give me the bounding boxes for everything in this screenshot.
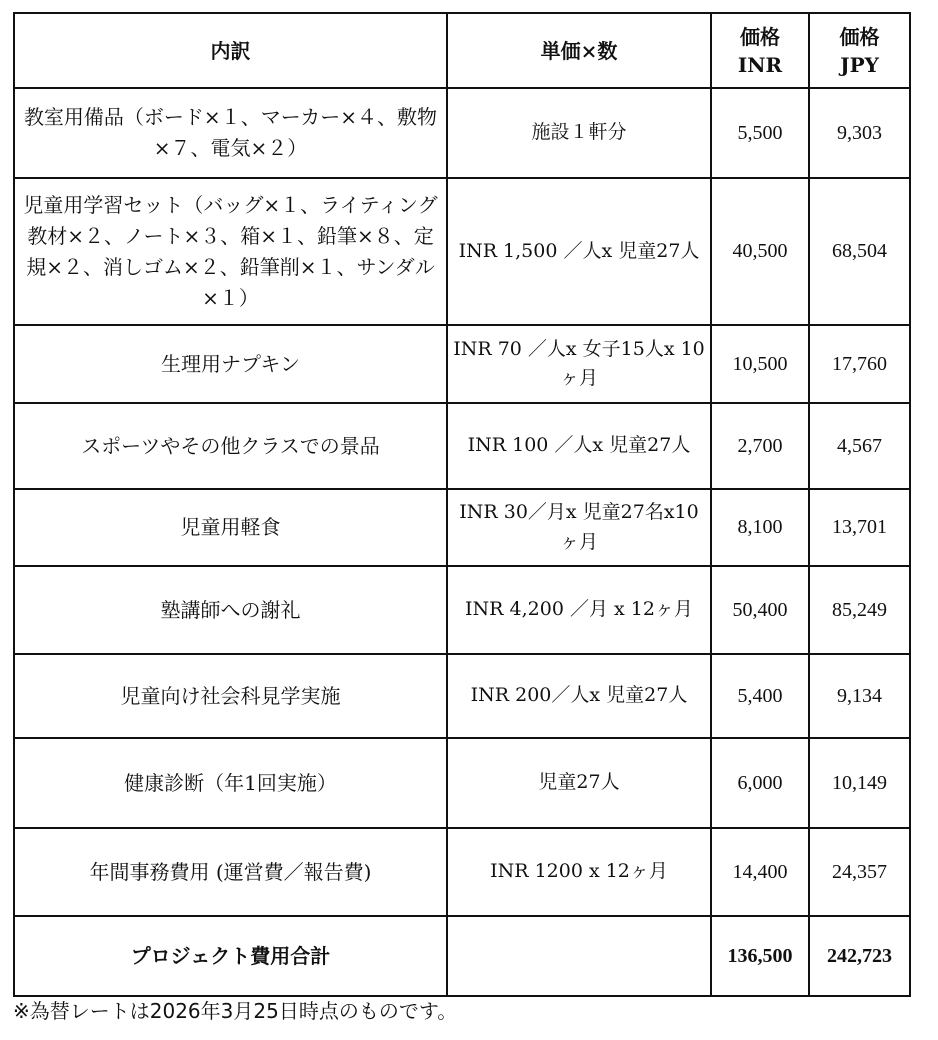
cell-item: 健康診断（年1回実施） — [14, 738, 447, 828]
header-price-jpy-line2: JPY — [840, 52, 879, 77]
cell-inr: 8,100 — [711, 489, 809, 566]
cell-unit: 児童27人 — [447, 738, 711, 828]
cell-inr: 10,500 — [711, 325, 809, 403]
total-inr: 136,500 — [711, 916, 809, 996]
cell-item: 児童用学習セット（バッグ×１、ライティング教材×２、ノート×３、箱×１、鉛筆×８、定規×２、消しゴム×２、鉛筆削×１、サンダル×１） — [14, 178, 447, 325]
cell-inr: 2,700 — [711, 403, 809, 489]
header-row — [14, 13, 910, 88]
cell-item: 教室用備品（ボード×１、マーカー×４、敷物×７、電気×２） — [14, 88, 447, 178]
cell-unit: INR 30／月x 児童27名x10ヶ月 — [447, 489, 711, 566]
header-price-jpy-line1: 価格 — [839, 24, 880, 49]
table-row — [14, 828, 910, 916]
cell-jpy: 10,149 — [809, 738, 910, 828]
cell-jpy: 9,134 — [809, 654, 910, 738]
header-price-inr — [711, 13, 809, 88]
total-unit — [447, 916, 711, 996]
cell-unit: INR 100 ／人x 児童27人 — [447, 403, 711, 489]
total-label: プロジェクト費用合計 — [14, 916, 447, 996]
cell-inr: 14,400 — [711, 828, 809, 916]
cell-item: 児童用軽食 — [14, 489, 447, 566]
table-row — [14, 403, 910, 489]
total-jpy: 242,723 — [809, 916, 910, 996]
exchange-rate-note: ※為替レートは2026年3月25日時点のものです。 — [13, 999, 458, 1023]
cell-unit: INR 70 ／人x 女子15人x 10ヶ月 — [447, 325, 711, 403]
cell-unit: INR 200／人x 児童27人 — [447, 654, 711, 738]
cell-inr: 5,400 — [711, 654, 809, 738]
cell-item: 年間事務費用 (運営費／報告費) — [14, 828, 447, 916]
cell-jpy: 68,504 — [809, 178, 910, 325]
cell-inr: 5,500 — [711, 88, 809, 178]
table-row — [14, 566, 910, 654]
header-item: 内訳 — [14, 13, 447, 88]
cell-jpy: 85,249 — [809, 566, 910, 654]
cell-jpy: 24,357 — [809, 828, 910, 916]
budget-table — [13, 12, 911, 997]
cell-item: 塾講師への謝礼 — [14, 566, 447, 654]
cell-inr: 6,000 — [711, 738, 809, 828]
table-row — [14, 654, 910, 738]
table-row — [14, 178, 910, 325]
cell-unit: 施設１軒分 — [447, 88, 711, 178]
header-price-inr-line2: INR — [737, 52, 783, 77]
table-row — [14, 325, 910, 403]
cell-item: 生理用ナプキン — [14, 325, 447, 403]
cell-item: 児童向け社会科見学実施 — [14, 654, 447, 738]
cell-inr: 40,500 — [711, 178, 809, 325]
cell-jpy: 13,701 — [809, 489, 910, 566]
cell-jpy: 17,760 — [809, 325, 910, 403]
header-unit: 単価×数 — [447, 13, 711, 88]
table-row — [14, 738, 910, 828]
cell-unit: INR 1,500 ／人x 児童27人 — [447, 178, 711, 325]
table-row — [14, 489, 910, 566]
cell-item: スポーツやその他クラスでの景品 — [14, 403, 447, 489]
total-row — [14, 916, 910, 996]
cell-jpy: 4,567 — [809, 403, 910, 489]
header-price-inr-line1: 価格 — [740, 24, 780, 49]
table-row — [14, 88, 910, 178]
cell-unit: INR 4,200 ／月 x 12ヶ月 — [447, 566, 711, 654]
cell-inr: 50,400 — [711, 566, 809, 654]
cell-unit: INR 1200 x 12ヶ月 — [447, 828, 711, 916]
cell-jpy: 9,303 — [809, 88, 910, 178]
header-price-jpy — [809, 13, 910, 88]
